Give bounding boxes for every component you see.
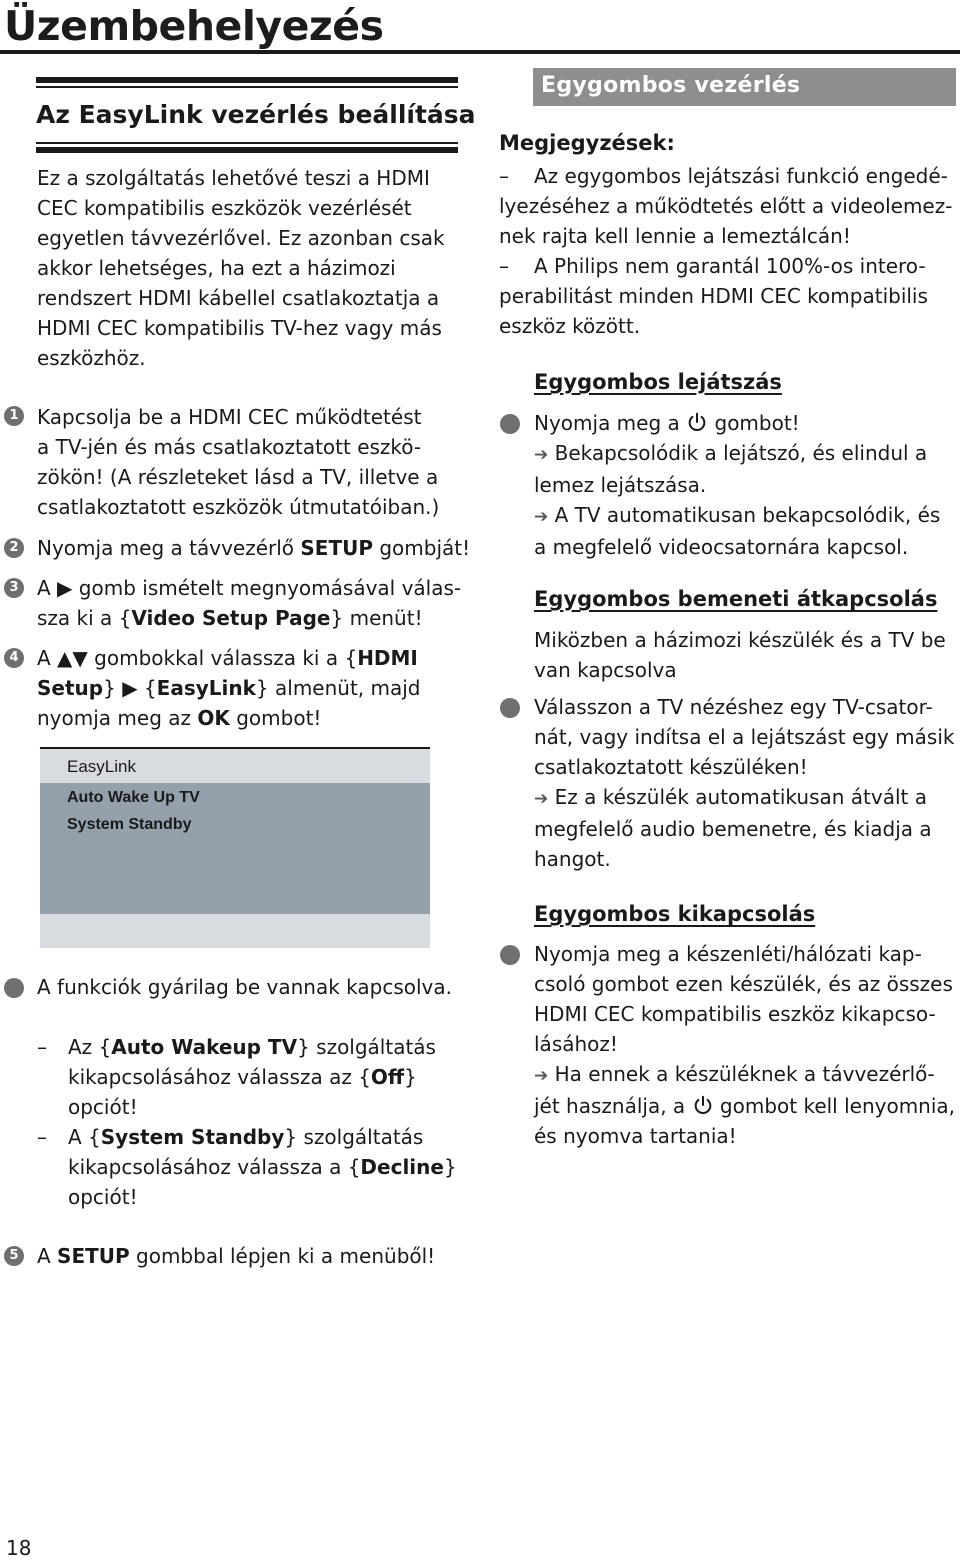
title-rule	[0, 50, 960, 54]
step-3-text: A ▶ gomb ismételt megnyomásával válas- sza ki a {Video Setup Page} menüt!	[37, 576, 462, 630]
subsection-title-play: Egygombos lejátszás	[534, 370, 782, 394]
section-rule-bottom-thin	[36, 142, 458, 144]
bullet	[500, 945, 520, 965]
note-1: Az egygombos lejátszási funkció engedé- lyezéséhez a működtetés előtt a videolemez- nek rajta kell lennie a lemeztálcán!	[499, 164, 953, 248]
subsection-title-input: Egygombos bemeneti átkapcsolás	[534, 587, 938, 611]
menu-footer	[40, 914, 430, 948]
menu-item-auto-wake: Auto Wake Up TV	[67, 789, 200, 806]
page-number: 18	[6, 1536, 32, 1560]
dash-mark: –	[499, 254, 509, 278]
off-instructions: Nyomja meg a készenléti/hálózati kap- csoló gombot ezen készülék, és az összes HDMI CEC kompatibilis eszköz kikapcso- lásához! ➔ Ha ennek a készüléknek a távvezérlő- jét használja, a gombot kell lenyomnia, és nyomva tartania!	[534, 942, 956, 1148]
dash-mark: –	[499, 164, 509, 188]
arrow-right-icon: ➔	[534, 507, 549, 527]
section-rule-top	[36, 77, 458, 83]
step-number: 5	[4, 1246, 24, 1266]
power-icon	[692, 1094, 714, 1116]
section-title: Az EasyLink vezérlés beállítása	[36, 100, 476, 129]
auto-wakeup-note: Az {Auto Wakeup TV} szolgáltatás kikapcsolásához válassza az {Off} opciót!	[68, 1035, 436, 1119]
section-rule-top-thin	[36, 86, 458, 88]
step-number: 3	[4, 578, 24, 598]
bullet	[500, 414, 520, 434]
arrow-right-icon: ➔	[534, 1066, 549, 1086]
step-1-text: Kapcsolja be a HDMI CEC működtetést a TV-jén és más csatlakoztatott eszkö- zökön! (A részleteket lásd a TV, illetve a csatlakoztatott eszközök útmutatóiban.)	[37, 405, 440, 519]
step-4-text: A ▲▼ gombokkal válassza ki a {HDMI Setup} ▶ {EasyLink} almenüt, majd nyomja meg az OK gombot!	[37, 646, 421, 730]
input-intro: Miközben a házimozi készülék és a TV be van kapcsolva	[534, 628, 946, 682]
input-instructions: Válasszon a TV nézéshez egy TV-csator- nát, vagy indítsa el a lejátszást egy másik csatlakoztatott készüléken! ➔ Ez a készülék automatikusan átvált a megfelelő audio bemenetre, és kiadja a hangot.	[534, 695, 955, 871]
play-instructions: Nyomja meg a gombot! ➔ Bekapcsolódik a lejátszó, és elindul a lemez lejátszása. ➔ A TV automatikusan bekapcsolódik, és a megfelelő videocsatornára kapcsol.	[534, 411, 941, 559]
step-2-text: Nyomja meg a távvezérlő SETUP gombját!	[37, 536, 471, 560]
intro-paragraph: Ez a szolgáltatás lehetővé teszi a HDMI CEC kompatibilis eszközök vezérlését egyetlen távvezérlővel. Ez azonban csak akkor lehetséges, ha ezt a házimozi rendszert HDMI kábellel csatlakoztatja a HDMI CEC kompatibilis TV-hez vagy más eszközhöz.	[37, 166, 445, 370]
subsection-title-off: Egygombos kikapcsolás	[534, 902, 816, 926]
dash-mark: –	[37, 1125, 47, 1149]
page-title: Üzembehelyezés	[4, 2, 384, 50]
section-banner-title: Egygombos vezérlés	[541, 73, 801, 98]
arrow-right-icon: ➔	[534, 445, 549, 465]
bullet	[500, 698, 520, 718]
step-number: 1	[4, 406, 24, 426]
step-number: 4	[4, 648, 24, 668]
power-icon	[686, 411, 708, 433]
step-5-text: A SETUP gombbal lépjen ki a menüből!	[37, 1244, 436, 1268]
up-down-arrows-symbol: ▲▼	[57, 646, 88, 670]
dash-mark: –	[37, 1035, 47, 1059]
section-rule-bottom	[36, 147, 458, 153]
menu-item-system-standby: System Standby	[67, 816, 192, 833]
bullet	[4, 978, 24, 998]
system-standby-note: A {System Standby} szolgáltatás kikapcsolásához válassza a {Decline} opciót!	[68, 1125, 457, 1209]
right-arrow-symbol: ▶	[57, 576, 73, 600]
right-arrow-symbol: ▶	[122, 676, 138, 700]
default-note: A funkciók gyárilag be vannak kapcsolva.	[37, 975, 453, 999]
note-2: A Philips nem garantál 100%-os intero- perabilitást minden HDMI CEC kompatibilis eszköz között.	[499, 254, 928, 338]
arrow-right-icon: ➔	[534, 789, 549, 809]
notes-title: Megjegyzések:	[499, 131, 675, 155]
step-number: 2	[4, 538, 24, 558]
menu-header-label: EasyLink	[67, 757, 136, 776]
